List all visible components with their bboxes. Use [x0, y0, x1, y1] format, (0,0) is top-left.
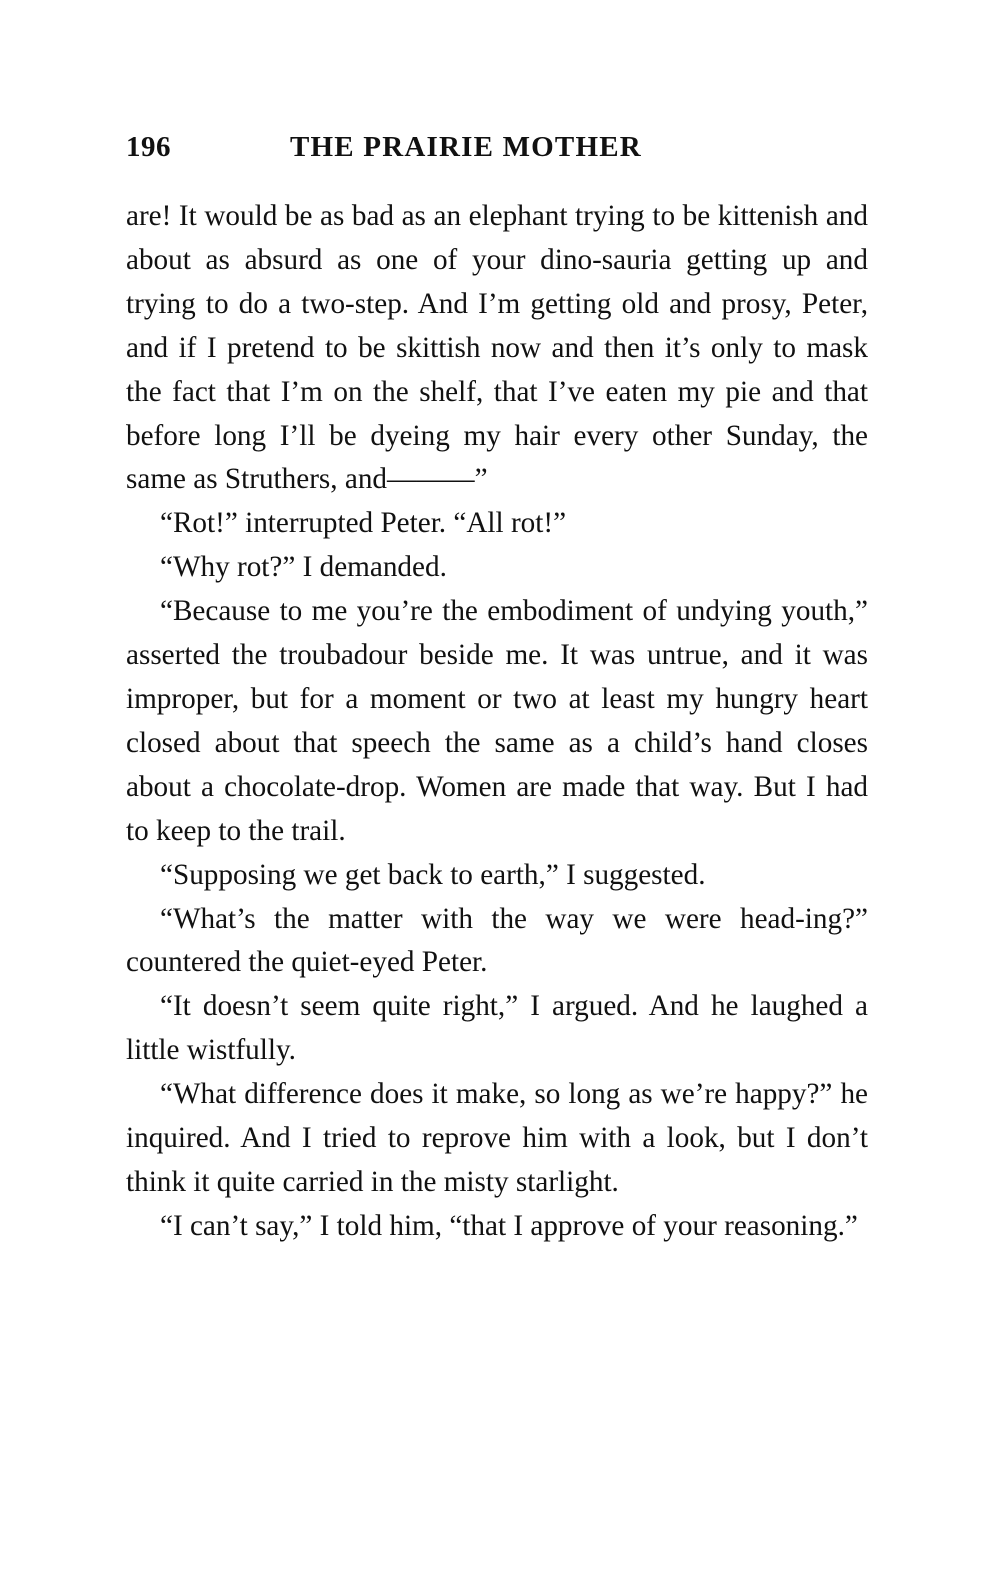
paragraph-rot: “Rot!” interrupted Peter. “All rot!”: [160, 507, 567, 540]
paragraph-not-right: “It doesn’t seem quite right,” I argued. And he laughed a little wistfully.: [126, 990, 868, 1067]
body-text: [126, 195, 868, 1249]
paragraph-back-to-earth: “Supposing we get back to earth,” I suggested.: [160, 858, 706, 891]
running-title: THE PRAIRIE MOTHER: [290, 131, 642, 163]
paragraph-undying-youth: “Because to me you’re the embodiment of undying youth,” asserted the troubadour beside me. It was untrue, and it was improper, but for a moment or two at least my hungry heart closed about that speech the same as a child’s hand closes about a chocolate-drop. Women are made that way. But I had to keep to the trail.: [126, 595, 868, 847]
paragraph-heading: “What’s the matter with the way we were head-ing?” countered the quiet-eyed Peter.: [126, 902, 868, 979]
paragraph-what-difference: “What difference does it make, so long as we’re happy?” he inquired. And I tried to reprove him with a look, but I don’t think it quite carried in the misty starlight.: [126, 1078, 868, 1198]
paragraph-why-rot: “Why rot?” I demanded.: [160, 551, 447, 584]
paragraph-reasoning: “I can’t say,” I told him, “that I approve of your reasoning.”: [160, 1209, 858, 1242]
running-head: [126, 122, 746, 172]
paragraph-continuation: are! It would be as bad as an elephant trying to be kittenish and about as absurd as one of your dino-sauria getting up and trying to do a two-step. And I’m getting old and prosy, Peter, and if I pretend to be skittish now and then it’s only to mask the fact that I’m on the shelf, that I’ve eaten my pie and that before long I’ll be dyeing my hair every other Sunday, the same as Struthers, and———”: [126, 200, 868, 496]
page-number: 196: [126, 131, 171, 163]
